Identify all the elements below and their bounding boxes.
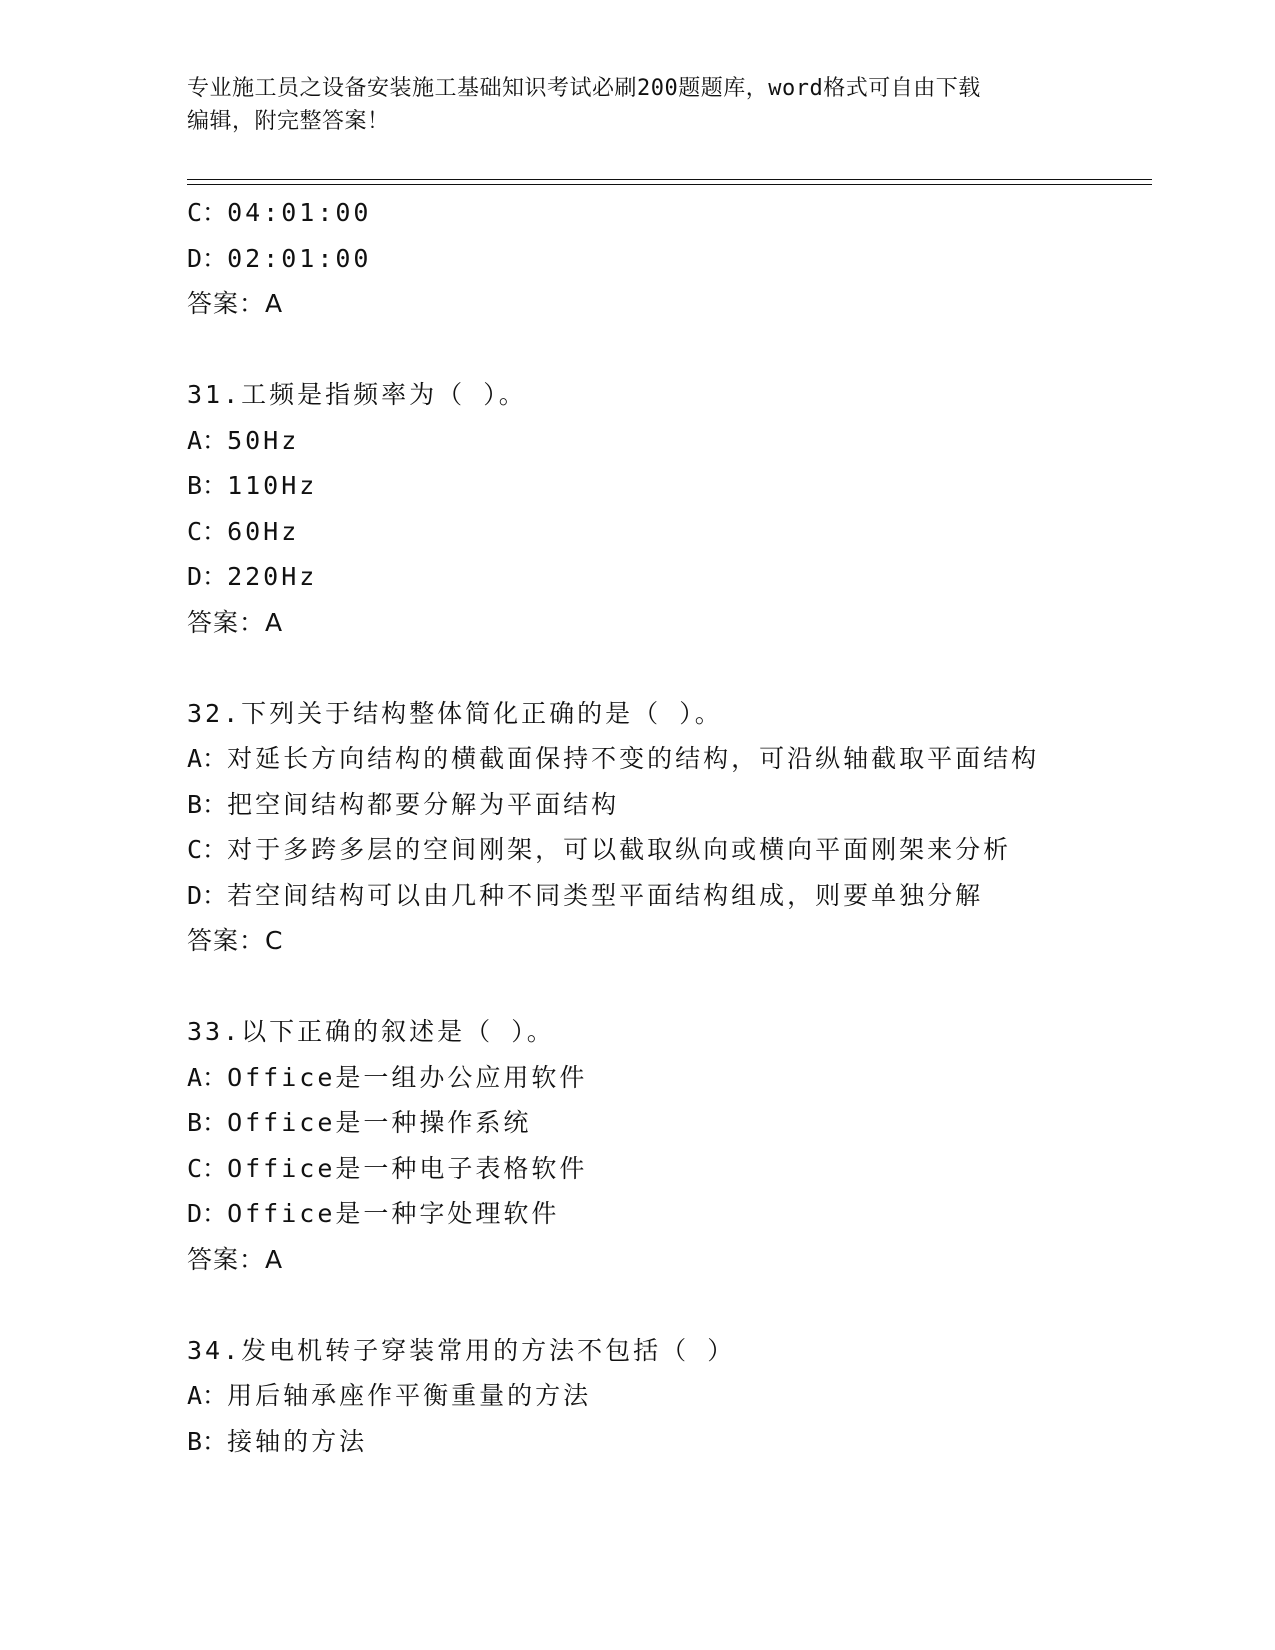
document-header: [187, 72, 1087, 138]
option-a: [187, 736, 1147, 782]
option-key: A：: [187, 425, 228, 455]
question-stem: 32.下列关于结构整体简化正确的是（ ）。: [187, 698, 723, 728]
partial-question: [187, 190, 1147, 327]
answer-line: 答案：A: [187, 289, 284, 318]
question-34: [187, 1328, 1147, 1465]
option-b: [187, 1419, 1147, 1465]
question-32: [187, 691, 1147, 964]
option-c: [187, 509, 1147, 555]
question-33: [187, 1009, 1147, 1282]
option-d: [187, 554, 1147, 600]
option-key: B：: [187, 789, 228, 819]
option-text: 接轴的方法: [227, 1426, 368, 1456]
option-d: [187, 1191, 1147, 1237]
option-key: A：: [187, 744, 228, 773]
option-key: A：: [187, 1062, 228, 1092]
question-list: [187, 190, 1147, 1464]
header-line-1: 专业施工员之设备安装施工基础知识考试必刷200题题库，word格式可自由下载: [187, 76, 981, 101]
spacer: [187, 964, 1147, 1010]
option-text: 220Hz: [227, 562, 318, 591]
option-key: C：: [187, 198, 228, 227]
option-key: A：: [187, 1381, 228, 1410]
option-b: [187, 1100, 1147, 1146]
spacer: [187, 327, 1147, 373]
option-c: [187, 827, 1147, 873]
option-key: C：: [187, 835, 228, 864]
option-key: B：: [187, 1426, 228, 1456]
option-key: D：: [187, 562, 228, 591]
option-key: D：: [187, 880, 228, 910]
option-text: 对延长方向结构的横截面保持不变的结构，可沿纵轴截取平面结构: [227, 744, 1040, 773]
option-a: [187, 1373, 1147, 1419]
answer-line: 答案：A: [187, 1244, 284, 1274]
option-text: 用后轴承座作平衡重量的方法: [227, 1381, 592, 1410]
header-line-2: 编辑，附完整答案！: [187, 109, 390, 134]
option-a: [187, 1055, 1147, 1101]
option-text: Office是一组办公应用软件: [227, 1062, 588, 1092]
option-text: 50Hz: [227, 425, 300, 455]
option-c: [187, 1146, 1147, 1192]
option-text: Office是一种字处理软件: [227, 1199, 560, 1228]
option-text: 若空间结构可以由几种不同类型平面结构组成，则要单独分解: [227, 880, 984, 910]
option-key: C：: [187, 516, 228, 546]
option-key: B：: [187, 1108, 228, 1137]
option-text: 110Hz: [227, 471, 318, 500]
answer-line: 答案：A: [187, 607, 284, 637]
option-key: D：: [187, 243, 228, 273]
answer-line: 答案：C: [187, 926, 284, 955]
option-b: [187, 463, 1147, 509]
option-b: [187, 782, 1147, 828]
option-text: Office是一种电子表格软件: [227, 1153, 588, 1183]
option-a: [187, 418, 1147, 464]
option-c: [187, 190, 1147, 236]
option-key: C：: [187, 1153, 228, 1183]
question-stem: 31.工频是指频率为（ ）。: [187, 380, 527, 409]
option-text: 04:01:00: [227, 198, 372, 227]
spacer: [187, 1282, 1147, 1328]
option-d: [187, 873, 1147, 919]
option-text: 对于多跨多层的空间刚架，可以截取纵向或横向平面刚架来分析: [227, 835, 1012, 864]
header-divider-bottom: [187, 184, 1152, 185]
option-d: [187, 236, 1147, 282]
spacer: [187, 645, 1147, 691]
question-stem: 33.以下正确的叙述是（ ）。: [187, 1017, 555, 1046]
header-divider-top: [187, 179, 1152, 180]
question-31: [187, 372, 1147, 645]
option-text: 02:01:00: [227, 243, 372, 273]
question-stem: 34.发电机转子穿装常用的方法不包括（ ）: [187, 1335, 736, 1365]
option-text: Office是一种操作系统: [227, 1108, 532, 1137]
option-text: 60Hz: [227, 516, 300, 546]
option-key: B：: [187, 471, 228, 500]
option-text: 把空间结构都要分解为平面结构: [227, 789, 620, 819]
option-key: D：: [187, 1199, 228, 1228]
